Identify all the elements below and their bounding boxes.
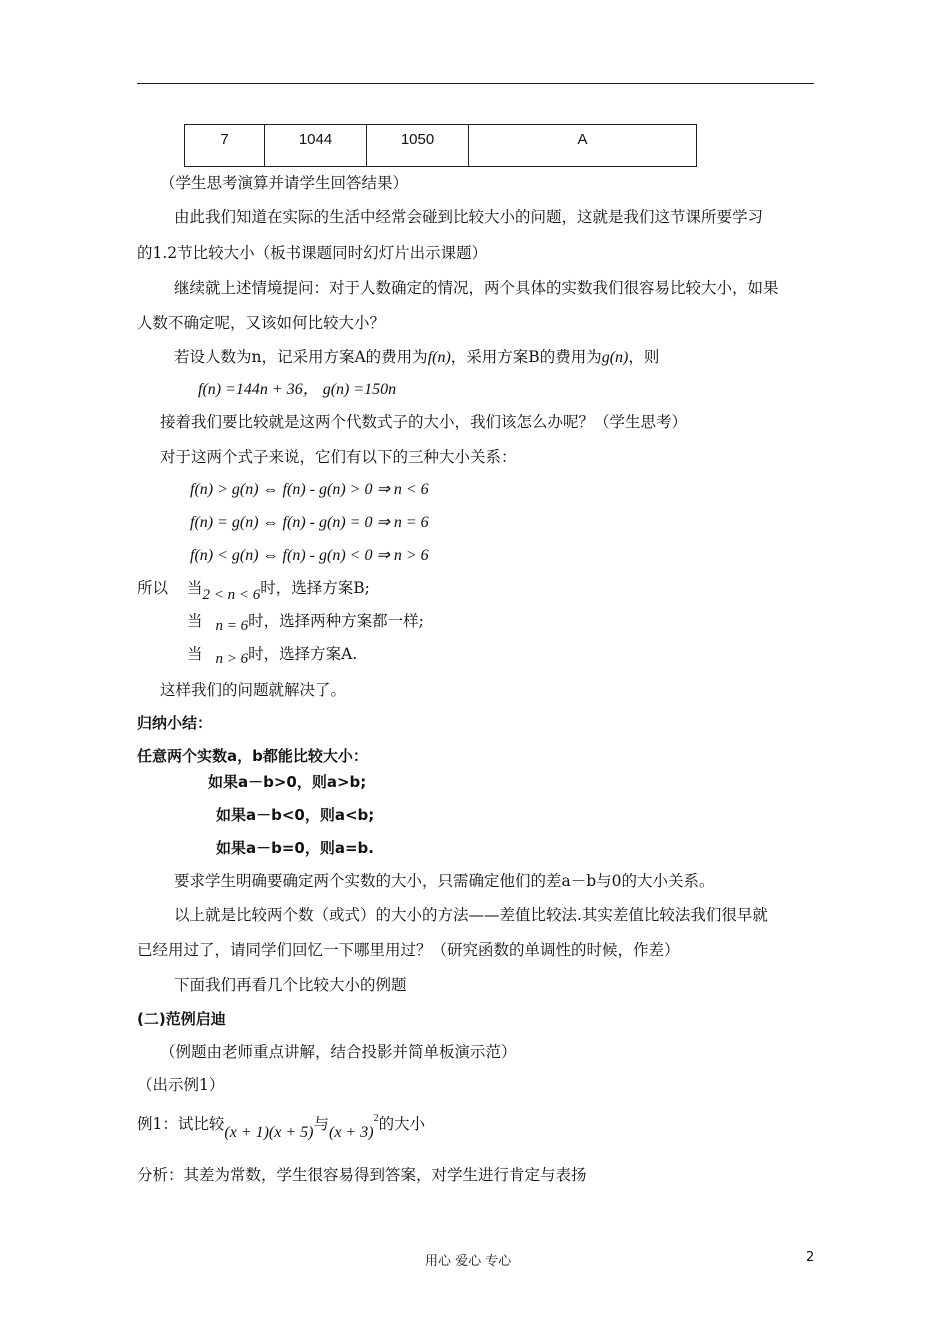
text-line: 接着我们要比较就是这两个代数式子的大小，我们该怎么办呢？（学生思考） — [160, 413, 688, 431]
header-rule — [137, 83, 814, 84]
math-relation: f(n) < g(n) ⇔ f(n) - g(n) < 0 ⇒ n > 6 — [190, 547, 429, 564]
section-heading: 归纳小结： — [137, 714, 213, 732]
math-expression: (x + 1)(x + 5) — [224, 1124, 314, 1142]
text-fragment: 当 — [187, 645, 203, 663]
text-fragment: 例1：试比较 — [137, 1115, 225, 1134]
text-line: 已经用过了，请同学们回忆一下哪里用过？（研究函数的单调性的时候，作差） — [137, 941, 680, 959]
text-line: 以上就是比较两个数（或式）的大小的方法——差值比较法.其实差值比较法我们很早就 — [174, 906, 768, 924]
page-number: 2 — [806, 1250, 815, 1265]
summary-line: 如果a－b<0，则a<b; — [216, 806, 375, 824]
footer-text: 用心 爱心 专心 — [425, 1254, 512, 1269]
text-fragment: 时，选择方案B; — [260, 579, 370, 597]
text-fragment: 当 — [186, 579, 203, 597]
text-line: 的1.2节比较大小（板书课题同时幻灯片出示课题） — [137, 244, 488, 262]
table-row — [185, 125, 697, 167]
math-expression: (x + 3) — [329, 1124, 374, 1142]
math-condition: 2 < n < 6 — [202, 587, 261, 603]
text-fragment: 与 — [313, 1115, 329, 1134]
example-line — [137, 1110, 426, 1142]
text-line — [187, 643, 357, 666]
text-line: 继续就上述情境提问：对于人数确定的情况，两个具体的实数我们很容易比较大小，如果 — [174, 279, 779, 297]
summary-line: 如果a－b=0，则a=b. — [216, 839, 374, 857]
text-line: 要求学生明确要确定两个实数的大小，只需确定他们的差a－b与0的大小关系。 — [174, 872, 715, 890]
summary-line: 如果a－b>0，则a>b; — [208, 773, 367, 791]
math-gn: g(n) — [601, 349, 629, 366]
text-line: 人数不确定呢，又该如何比较大小？ — [137, 314, 386, 332]
math-condition: n = 6 — [215, 618, 249, 634]
text-line: 下面我们再看几个比较大小的例题 — [174, 976, 407, 994]
text-line: 分析：其差为常数，学生很容易得到答案，对学生进行肯定与表扬 — [137, 1166, 587, 1184]
text-fragment: 时，选择方案A. — [248, 645, 358, 663]
math-relation: f(n) > g(n) ⇔ f(n) - g(n) > 0 ⇒ n < 6 — [190, 481, 429, 498]
math-exponent: 2 — [373, 1113, 379, 1124]
table-cell: 7 — [185, 125, 265, 167]
text-line: （出示例1） — [137, 1076, 225, 1094]
text-fragment: 时，选择两种方案都一样; — [248, 612, 424, 630]
text-line — [187, 610, 424, 633]
math-relation: f(n) = g(n) ⇔ f(n) - g(n) = 0 ⇒ n = 6 — [190, 514, 429, 531]
table-cell: 1044 — [265, 125, 367, 167]
text-line: 这样我们的问题就解决了。 — [160, 681, 347, 699]
text-fragment: 的大小 — [378, 1115, 426, 1134]
text-fragment: 若设人数为n，记采用方案A的费用为 — [174, 348, 428, 366]
summary-line: 任意两个实数a，b都能比较大小： — [137, 747, 368, 765]
math-definition: f(n) =144n + 36， g(n) =150n — [198, 381, 397, 398]
text-line: （例题由老师重点讲解，结合投影并简单板演示范） — [160, 1043, 517, 1061]
text-line: 由此我们知道在实际的生活中经常会碰到比较大小的问题，这就是我们这节课所要学习 — [174, 208, 764, 226]
text-fragment: 所以 — [137, 579, 169, 597]
math-condition: n > 6 — [215, 651, 249, 667]
table-cell: A — [469, 125, 697, 167]
table-cell: 1050 — [367, 125, 469, 167]
text-fragment: ，则 — [628, 348, 660, 366]
section-heading: (二)范例启迪 — [137, 1010, 226, 1028]
text-line — [137, 577, 370, 603]
text-fragment: 当 — [187, 612, 203, 630]
text-line — [174, 346, 659, 369]
math-fn: f(n) — [427, 349, 451, 366]
text-fragment: ，采用方案B的费用为 — [450, 348, 602, 366]
text-line: （学生思考演算并请学生回答结果） — [160, 174, 409, 192]
cost-table — [184, 124, 697, 167]
text-line: 对于这两个式子来说，它们有以下的三种大小关系： — [160, 448, 517, 466]
